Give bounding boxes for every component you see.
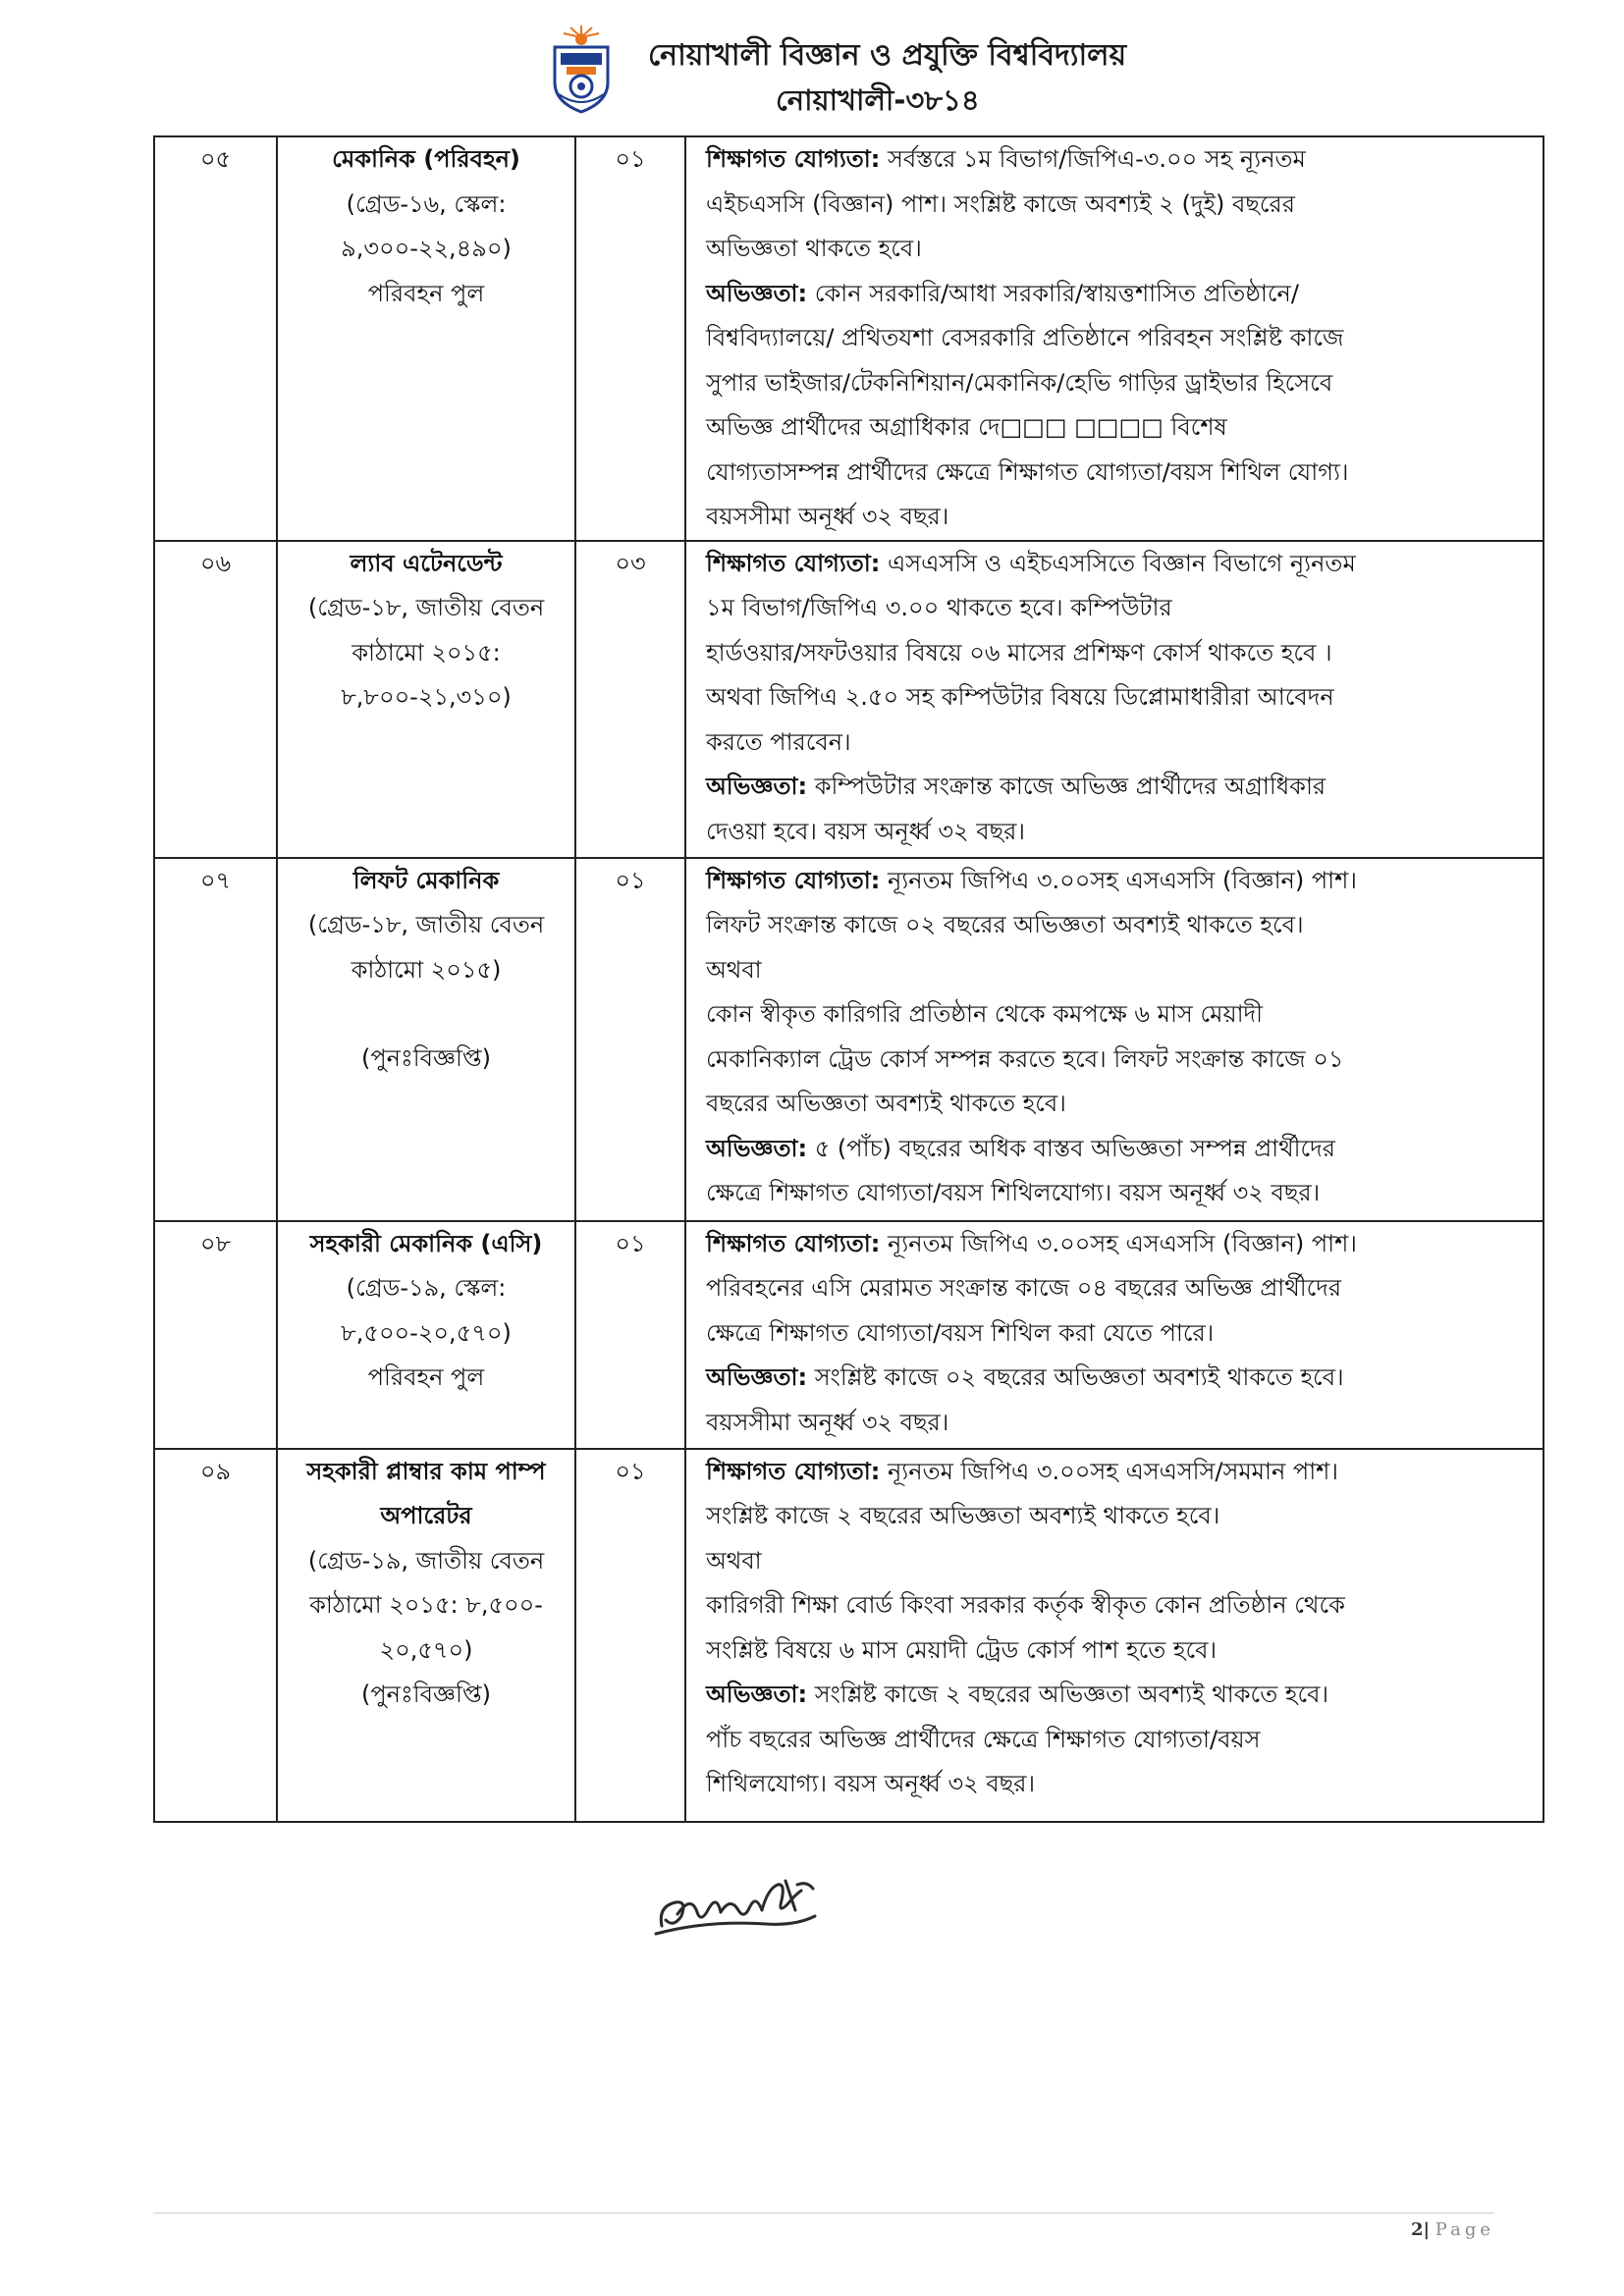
post-detail: ৮,৮০০-২১,৩১০) <box>341 683 512 711</box>
requirement-line: এসএসসি ও এইচএসসিতে বিজ্ঞান বিভাগে ন্যূনতম <box>880 549 1356 577</box>
requirement-line: অথবা <box>706 1546 762 1575</box>
requirement-line: কোন স্বীকৃত কারিগরি প্রতিষ্ঠান থেকে কমপক্ষে ৬ মাস মেয়াদী <box>706 1000 1264 1028</box>
requirement-line: কোন সরকারি/আধা সরকারি/স্বায়ত্তশাসিত প্রতিষ্ঠানে/ <box>807 279 1299 307</box>
requirement-line: সংশ্লিষ্ট কাজে ০২ বছরের অভিজ্ঞতা অবশ্যই থাকতে হবে। <box>807 1363 1344 1391</box>
posts-table <box>153 135 1544 1823</box>
experience-label: অভিজ্ঞতা: <box>706 1134 808 1162</box>
post-count: ০১ <box>575 858 685 1221</box>
requirement-cell <box>685 541 1543 858</box>
post-detail: কাঠামো ২০১৫: ৮,৫০০- <box>309 1591 543 1619</box>
table-row <box>154 858 1543 1221</box>
post-cell <box>277 541 575 858</box>
post-detail: ৮,৫০০-২০,৫৭০) <box>341 1318 512 1347</box>
requirement-line: বয়সসীমা অনূর্ধ্ব ৩২ বছর। <box>706 503 949 530</box>
requirement-line: সংশ্লিষ্ট বিষয়ে ৬ মাস মেয়াদী ট্রেড কোর্স পাশ হতে হবে। <box>706 1635 1218 1664</box>
requirement-line: ১ম বিভাগ/জিপিএ ৩.০০ থাকতে হবে। কম্পিউটার <box>706 594 1172 621</box>
page-word: Page <box>1435 2219 1494 2240</box>
post-detail: (গ্রেড-১৯, স্কেল: <box>346 1274 507 1302</box>
requirement-line: পরিবহনের এসি মেরামত সংক্রান্ত কাজে ০৪ বছরের অভিজ্ঞ প্রার্থীদের <box>706 1274 1342 1302</box>
requirement-line: সংশ্লিষ্ট কাজে ২ বছরের অভিজ্ঞতা অবশ্যই থাকতে হবে। <box>807 1681 1329 1708</box>
requirement-line: ক্ষেত্রে শিক্ষাগত যোগ্যতা/বয়স শিথিল করা যেতে পারে। <box>706 1318 1215 1347</box>
qualification-label: শিক্ষাগত যোগ্যতা: <box>706 866 881 894</box>
page-number-value: 2 <box>1410 2219 1424 2240</box>
post-title: মেকানিক (পরিবহন) <box>332 145 520 173</box>
page-header <box>0 18 1624 116</box>
table-row <box>154 136 1543 541</box>
university-logo-icon <box>547 24 616 114</box>
requirement-cell <box>685 136 1543 541</box>
signature-icon <box>648 1855 825 1944</box>
post-cell <box>277 136 575 541</box>
requirement-cell <box>685 858 1543 1221</box>
requirement-line: ৫ (পাঁচ) বছরের অধিক বাস্তব অভিজ্ঞতা সম্পন্ন প্রার্থীদের <box>807 1134 1335 1162</box>
post-cell <box>277 1449 575 1822</box>
serial-cell: ০৫ <box>154 136 277 541</box>
serial-cell: ০৮ <box>154 1221 277 1449</box>
requirement-line: অথবা <box>706 955 762 984</box>
post-count: ০১ <box>575 136 685 541</box>
post-detail: পরিবহন পুল <box>367 279 485 307</box>
table-row <box>154 1221 1543 1449</box>
serial-cell: ০৯ <box>154 1449 277 1822</box>
page-separator: | <box>1423 2219 1431 2240</box>
post-title: সহকারী প্লাম্বার কাম পাম্প অপারেটর <box>306 1457 546 1529</box>
requirement-cell <box>685 1221 1543 1449</box>
requirement-line: মেকানিক্যাল ট্রেড কোর্স সম্পন্ন করতে হবে। লিফট সংক্রান্ত কাজে ০১ <box>706 1044 1344 1073</box>
experience-label: অভিজ্ঞতা: <box>706 773 808 800</box>
requirement-line: অথবা জিপিএ ২.৫০ সহ কম্পিউটার বিষয়ে ডিপ্লোমাধারীরা আবেদন <box>706 683 1334 711</box>
post-count: ০১ <box>575 1449 685 1822</box>
post-detail: (গ্রেড-১৮, জাতীয় বেতন <box>307 594 545 621</box>
table-row <box>154 1449 1543 1822</box>
post-title: সহকারী মেকানিক (এসি) <box>309 1229 543 1257</box>
requirement-line: অভিজ্ঞ প্রার্থীদের অগ্রাধিকার দে□□□ □□□□ বিশেষ <box>706 413 1227 441</box>
experience-label: অভিজ্ঞতা: <box>706 1681 808 1708</box>
requirement-line: হার্ডওয়ার/সফটওয়ার বিষয়ে ০৬ মাসের প্রশিক্ষণ কোর্স থাকতে হবে । <box>706 638 1332 667</box>
requirement-line: পাঁচ বছরের অভিজ্ঞ প্রার্থীদের ক্ষেত্রে শিক্ষাগত যোগ্যতা/বয়স <box>706 1725 1261 1753</box>
readvertisement-note: (পুনঃবিজ্ঞপ্তি) <box>361 1044 491 1072</box>
page-number <box>1384 2219 1494 2240</box>
requirement-line: ন্যূনতম জিপিএ ৩.০০সহ এসএসসি/সমমান পাশ। <box>880 1457 1338 1485</box>
post-cell <box>277 858 575 1221</box>
requirement-cell <box>685 1449 1543 1822</box>
spacer <box>290 992 563 1037</box>
post-count: ০৩ <box>575 541 685 858</box>
post-detail: কাঠামো ২০১৫) <box>351 955 502 984</box>
requirement-line: সংশ্লিষ্ট কাজে ২ বছরের অভিজ্ঞতা অবশ্যই থাকতে হবে। <box>706 1502 1220 1529</box>
requirement-line: শিথিলযোগ্য। বয়স অনূর্ধ্ব ৩২ বছর। <box>706 1770 1036 1797</box>
requirement-line: এইচএসসি (বিজ্ঞান) পাশ। সংশ্লিষ্ট কাজে অবশ্যই ২ (দুই) বছরের <box>706 189 1295 218</box>
requirement-line: বিশ্ববিদ্যালয়ে/ প্রথিতযশা বেসরকারি প্রতিষ্ঠানে পরিবহন সংশ্লিষ্ট কাজে <box>706 324 1344 351</box>
table-row <box>154 541 1543 858</box>
university-city: নোয়াখালী-৩৮১৪ <box>776 83 980 117</box>
post-count: ০১ <box>575 1221 685 1449</box>
requirement-line: করতে পারবেন। <box>706 727 851 756</box>
post-detail: (গ্রেড-১৮, জাতীয় বেতন <box>307 911 545 938</box>
post-cell <box>277 1221 575 1449</box>
requirement-line: সুপার ভাইজার/টেকনিশিয়ান/মেকানিক/হেভি গাড়ির ড্রাইভার হিসেবে <box>706 368 1333 397</box>
requirement-line: অভিজ্ঞতা থাকতে হবে। <box>706 235 922 262</box>
requirement-line: কম্পিউটার সংক্রান্ত কাজে অভিজ্ঞ প্রার্থীদের অগ্রাধিকার <box>807 773 1326 800</box>
qualification-label: শিক্ষাগত যোগ্যতা: <box>706 549 881 577</box>
requirement-line: কারিগরী শিক্ষা বোর্ড কিংবা সরকার কর্তৃক স্বীকৃত কোন প্রতিষ্ঠান থেকে <box>706 1591 1345 1619</box>
footer-divider <box>153 2213 1494 2214</box>
requirement-line: ন্যূনতম জিপিএ ৩.০০সহ এসএসসি (বিজ্ঞান) পাশ। <box>880 1229 1357 1257</box>
serial-cell: ০৬ <box>154 541 277 858</box>
requirement-line: বয়সসীমা অনূর্ধ্ব ৩২ বছর। <box>706 1408 949 1436</box>
post-detail: (গ্রেড-১৬, স্কেল: <box>346 189 507 218</box>
requirement-line: যোগ্যতাসম্পন্ন প্রার্থীদের ক্ষেত্রে শিক্ষাগত যোগ্যতা/বয়স শিথিল যোগ্য। <box>706 457 1349 486</box>
qualification-label: শিক্ষাগত যোগ্যতা: <box>706 145 881 173</box>
post-title: ল্যাব এটেনডেন্ট <box>350 549 503 577</box>
requirement-line: ন্যূনতম জিপিএ ৩.০০সহ এসএসসি (বিজ্ঞান) পাশ। <box>880 866 1357 894</box>
post-detail: ২০,৫৭০) <box>379 1635 473 1664</box>
qualification-label: শিক্ষাগত যোগ্যতা: <box>706 1457 881 1485</box>
requirement-line: দেওয়া হবে। বয়স অনূর্ধ্ব ৩২ বছর। <box>706 817 1025 845</box>
serial-cell: ০৭ <box>154 858 277 1221</box>
experience-label: অভিজ্ঞতা: <box>706 279 808 307</box>
requirement-line: লিফট সংক্রান্ত কাজে ০২ বছরের অভিজ্ঞতা অবশ্যই থাকতে হবে। <box>706 911 1304 938</box>
requirement-line: সর্বস্তরে ১ম বিভাগ/জিপিএ-৩.০০ সহ ন্যূনতম <box>880 145 1306 173</box>
qualification-label: শিক্ষাগত যোগ্যতা: <box>706 1229 881 1257</box>
post-detail: (গ্রেড-১৯, জাতীয় বেতন <box>307 1546 545 1575</box>
requirement-line: বছরের অভিজ্ঞতা অবশ্যই থাকতে হবে। <box>706 1090 1066 1117</box>
post-detail: পরিবহন পুল <box>367 1363 485 1391</box>
post-detail: কাঠামো ২০১৫: <box>352 638 501 667</box>
university-name: নোয়াখালী বিজ্ঞান ও প্রযুক্তি বিশ্ববিদ্যালয় <box>648 38 1127 73</box>
readvertisement-note: (পুনঃবিজ্ঞপ্তি) <box>361 1681 491 1708</box>
post-title: লিফট মেকানিক <box>352 866 500 894</box>
post-detail: ৯,৩০০-২২,৪৯০) <box>341 235 512 262</box>
experience-label: অভিজ্ঞতা: <box>706 1363 808 1391</box>
requirement-line: ক্ষেত্রে শিক্ষাগত যোগ্যতা/বয়স শিথিলযোগ্য। বয়স অনূর্ধ্ব ৩২ বছর। <box>706 1179 1321 1206</box>
